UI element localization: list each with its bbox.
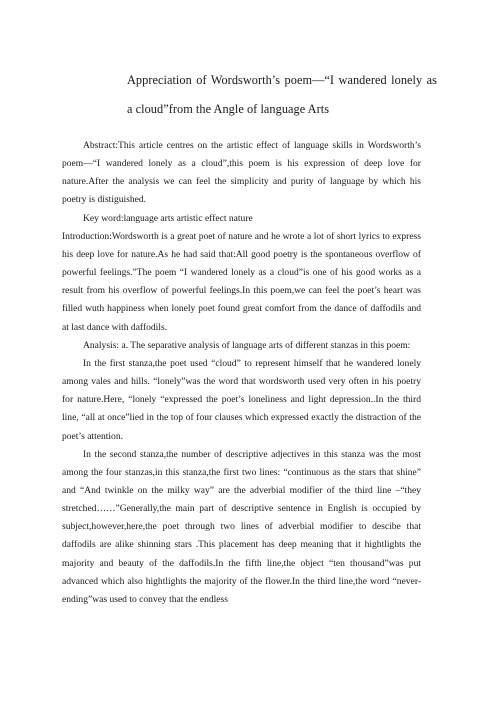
stanza-two-paragraph: In the second stanza,the number of descriptive adjectives in this stanza was the most among the four stanzas,in this stanza,the first two lines: “continuous as the stars that shine” and “And twinkle on the milky way” are the adverbial modifier of the third line –“they stretched……”Generally,the main part of descriptive sentence in English is occupied by subject,however,here,the poet through two lines of adverbial modifier to descibe that daffodils are alike shinning stars .This placement has deep meaning that it hightlights the majority and beauty of the daffodils.In the fifth line,the object “ten thousand”was put advanced which also hightlights the majority of the flower.In the third line,the word “never-ending”was used to convey that the endless xyxy=(62,448,421,605)
document-title: Appreciation of Wordsworth’s poem—“I wandered lonely as a cloud”from the Angle of language Arts xyxy=(127,73,437,116)
introduction-paragraph: Introduction:Wordsworth is a great poet of nature and he wrote a lot of short lyrics to express his deep love for nature.As he had said that:All good poetry is the spontaneous overflow of powerful feelings.”The poem “I wandered lonely as a cloud”is one of his good works as a result from his overflow of powerful feelings.In this poem,we can feel the poet’s heart was filled wuth happiness when lonely poet found great comfort from the dance of daffodils and at last dance with daffodils. xyxy=(62,230,421,333)
abstract-paragraph: Abstract:This article centres on the artistic effect of language skills in Wordsworth’s poem—“I wandered lonely as a cloud”,this poem is his expression of deep love for nature.After the analysis we can feel the simplicity and purity of language by which his poetry is distiguished. xyxy=(62,140,421,206)
keywords-line: Key word:language arts artistic effect nature xyxy=(83,212,253,224)
document-body xyxy=(62,137,421,609)
stanza-one-paragraph: In the first stanza,the poet used “cloud” to represent himself that he wandered lonely among vales and hills. “lonely”was the word that wordsworth used very often in his poetry for nature.Here, “lonely “expressed the poet’s loneliness and light depression..In the third line, “all at once”lied in the top of four clauses which expressed exactly the distraction of the poet’s attention. xyxy=(62,357,421,442)
analysis-heading: Analysis: a. The separative analysis of language arts of different stanzas in this poem: xyxy=(83,339,411,351)
